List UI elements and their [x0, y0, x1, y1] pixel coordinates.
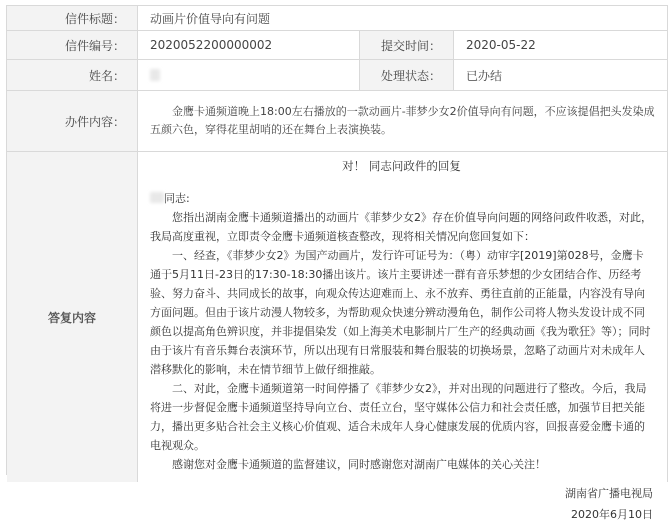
reply-paragraph: 您指出湖南金鹰卡通频道播出的动画片《菲梦少女2》存在价值导向问题的网络问政件收悉，对此，我局高度重视，立即责令金鹰卡通频道核查整改，现将相关情况向您回复如下：	[150, 211, 652, 243]
row-content	[7, 91, 668, 152]
greeting-redacted	[150, 192, 164, 203]
number-label: 信件编号：	[7, 31, 138, 59]
content-text: 金鹰卡通频道晚上18:00左右播放的一款动画片-菲梦少女2价值导向有问题，不应该提倡把头发染成五颜六色，穿得花里胡哨的还在舞台上表演换装。	[150, 105, 655, 136]
reply-label: 答复内容	[7, 152, 138, 482]
row-title	[7, 6, 668, 31]
status-label: 处理状态：	[360, 60, 454, 90]
name-label: 姓名：	[7, 60, 138, 90]
submit-time-label: 提交时间：	[360, 31, 454, 59]
reply-greeting: 同志:	[150, 189, 653, 208]
title-label: 信件标题：	[7, 6, 138, 30]
reply-paragraph: 一、经查，《菲梦少女2》为国产动画片，发行许可证号为：（粤）动审字[2019]第028号，金鹰卡通于5月11日-23日的17:30-18:30播出该片。该片主要讲述一群有音乐梦想的少女团结合作、历经考验、努力奋斗、共同成长的故事，向观众传达迎难而上、永不放弃、勇往直前的正能量，内容没有导向方面问题。但由于该片动漫人物较多，为帮助观众快速分辨动漫角色，制作公司将人物头发设计成不同颜色以提高角色辨识度，并非提倡染发（如上海美术电影制片厂生产的经典动画《我为歌狂》等）；同时由于该片有音乐舞台表演环节，所以出现有日常服装和舞台服装的切换场景，忽略了动画片对未成年人潜移默化的影响，未在情节细节上做仔细推敲。	[150, 249, 651, 376]
row-number	[7, 31, 668, 60]
reply-signature: 湖南省广播电视局	[565, 487, 653, 500]
reply-paragraph: 感谢您对金鹰卡通频道的监督建议，同时感谢您对湖南广电媒体的关心关注！	[172, 458, 546, 471]
reply-date: 2020年6月10日	[571, 508, 653, 521]
reply-content	[138, 152, 668, 521]
number-value: 2020052200000002	[138, 31, 360, 59]
reply-title: 对！ 同志问政件的回复	[342, 159, 461, 173]
content-label: 办件内容：	[7, 91, 138, 151]
submit-time-value: 2020-05-22	[454, 31, 668, 59]
reply-paragraph: 二、对此，金鹰卡通频道第一时间停播了《菲梦少女2》，并对出现的问题进行了整改。今后，我局将进一步督促金鹰卡通频道坚持导向立台、责任立台，坚守媒体公信力和社会责任感，加强节目把关能力，播出更多贴合社会主义核心价值观、适合未成年人身心健康发展的优质内容，回报喜爱金鹰卡通的电视观众。	[150, 382, 647, 452]
row-reply	[7, 152, 668, 521]
content-value	[138, 91, 668, 151]
row-name	[7, 60, 668, 91]
name-value	[138, 60, 360, 90]
name-redacted	[150, 69, 160, 81]
letter-table	[6, 5, 668, 521]
status-value: 已办结	[454, 60, 668, 90]
title-value: 动画片价值导向有问题	[138, 6, 668, 30]
